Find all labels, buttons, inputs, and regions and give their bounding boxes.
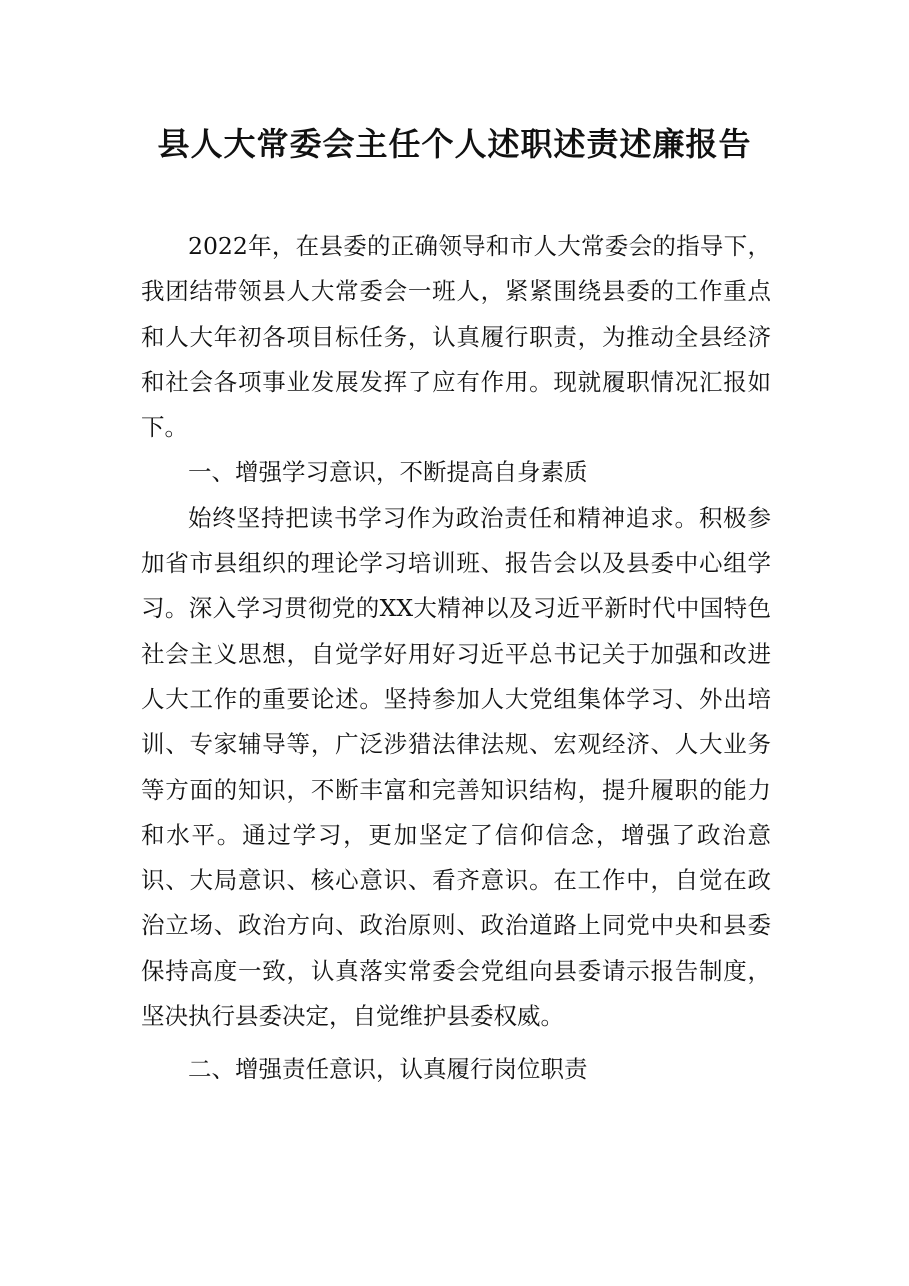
- section-heading-1: 一、增强学习意识，不断提高自身素质: [188, 458, 588, 487]
- section-1-paragraph: 始终坚持把读书学习作为政治责任和精神追求。积极参加省市县组织的理论学习培训班、报告会以及县委中心组学习。深入学习贯彻党的XX大精神以及习近平新时代中国特色社会主义思想，自觉学好用好习近平总书记关于加强和改进人大工作的重要论述。坚持参加人大党组集体学习、外出培训、专家辅导等，广泛涉猎法律法规、宏观经济、人大业务等方面的知识，不断丰富和完善知识结构，提升履职的能力和水平。通过学习，更加坚定了信仰信念，增强了政治意识、大局意识、核心意识、看齐意识。在工作中，自觉在政治立场、政治方向、政治原则、政治道路上同党中央和县委保持高度一致，认真落实常委会党组向县委请示报告制度，坚决执行县委决定，自觉维护县委权威。: [141, 503, 771, 1031]
- intro-paragraph: 2022年，在县委的正确领导和市人大常委会的指导下，我团结带领县人大常委会一班人，紧紧围绕县委的工作重点和人大年初各项目标任务，认真履行职责，为推动全县经济和社会各项事业发展发挥了应有作用。现就履职情况汇报如下。: [141, 232, 771, 442]
- section-heading-2: 二、增强责任意识，认真履行岗位职责: [188, 1055, 588, 1084]
- document-title: 县人大常委会主任个人述职述责述廉报告: [157, 125, 752, 163]
- document-body: [141, 224, 771, 1093]
